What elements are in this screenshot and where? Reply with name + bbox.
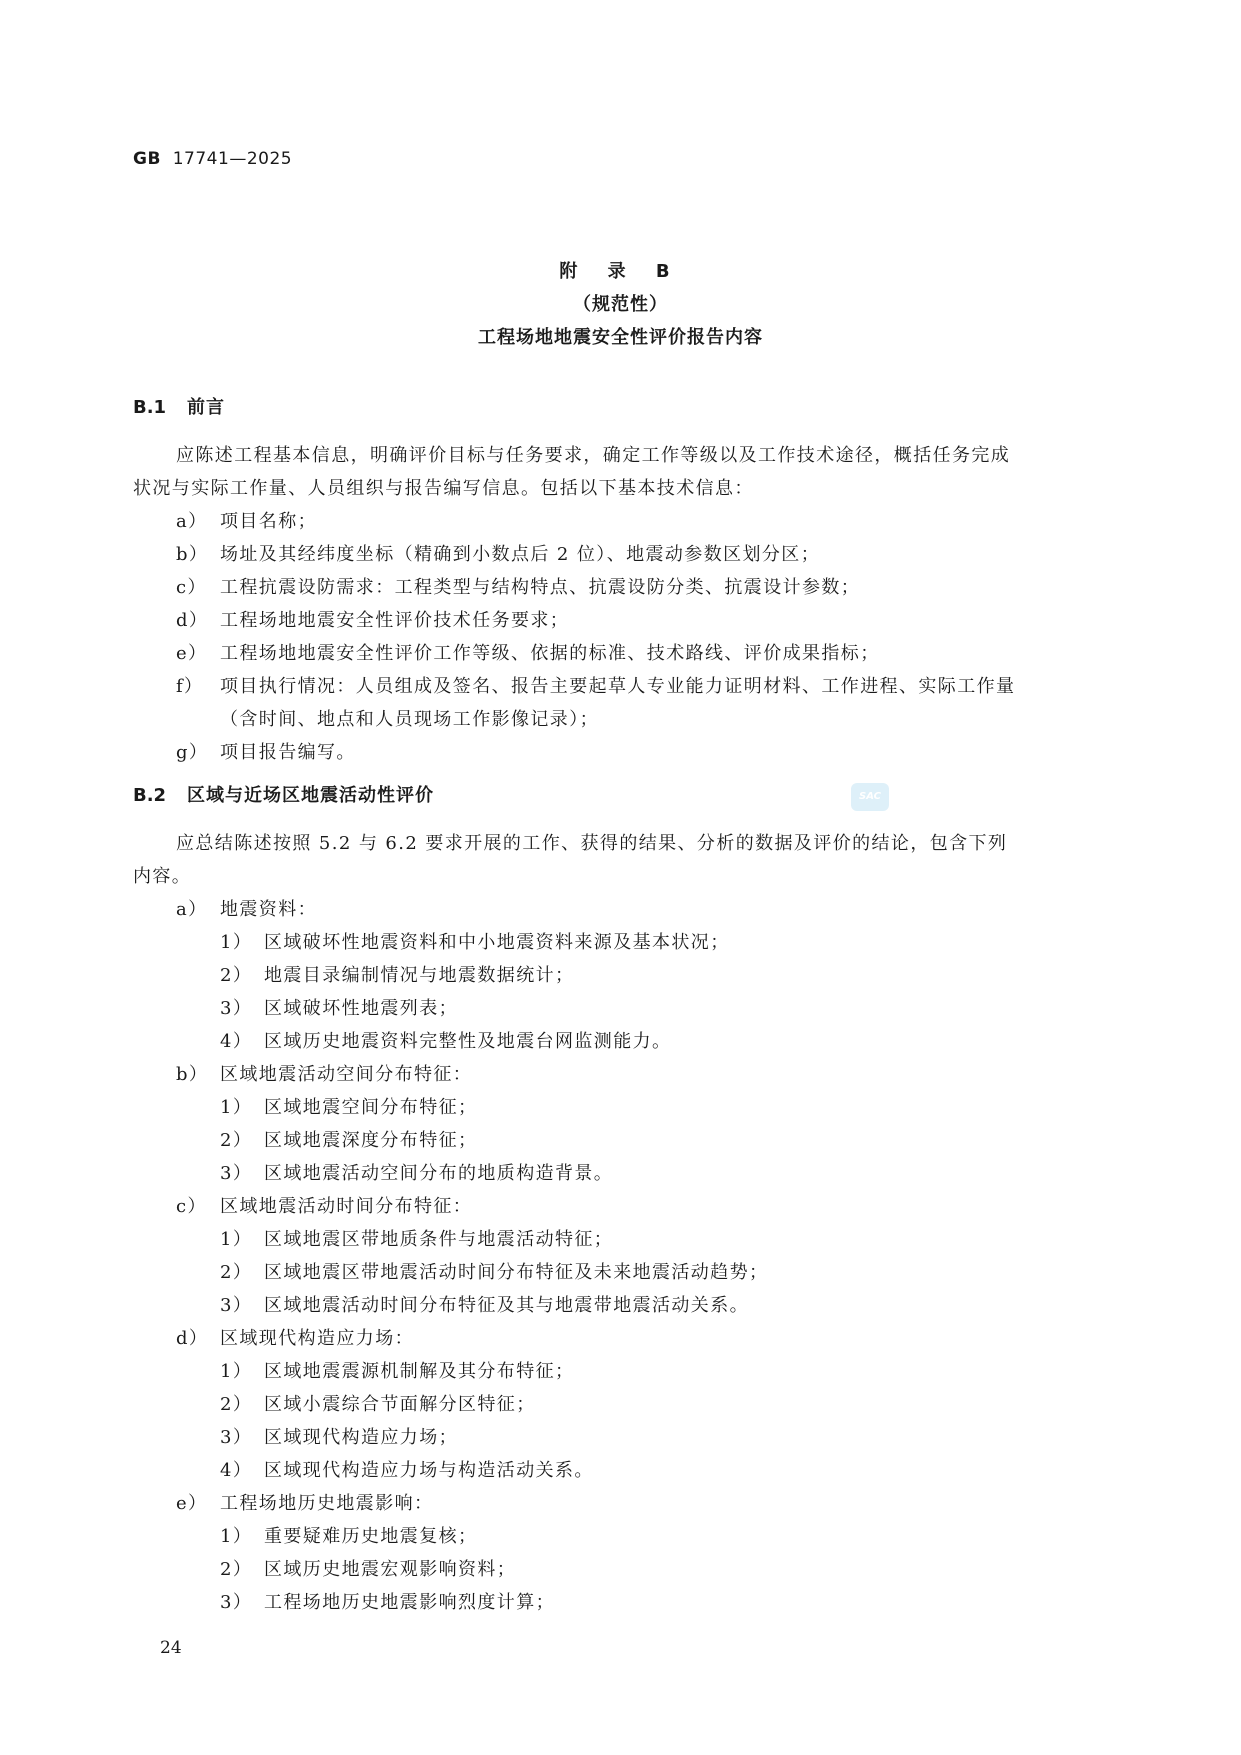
sub-list-item	[220, 1423, 458, 1449]
sub-list-text: 区域破坏性地震列表；	[264, 998, 458, 1019]
sub-list-label: 3）	[220, 1427, 253, 1448]
sub-list-item	[220, 1291, 749, 1317]
list-text: 工程场地地震安全性评价技术任务要求；	[220, 610, 570, 631]
section-number: B.1	[133, 397, 167, 418]
list-text: 区域地震活动空间分布特征：	[220, 1064, 473, 1085]
list-label: d）	[176, 610, 209, 631]
list-label: g）	[176, 742, 209, 763]
sub-list-text: 区域地震震源机制解及其分布特征；	[264, 1361, 575, 1382]
list-text: 场址及其经纬度坐标（精确到小数点后 2 位）、地震动参数区划分区；	[220, 544, 821, 565]
sub-list-label: 2）	[220, 1394, 253, 1415]
sac-watermark: SAC	[851, 783, 889, 811]
list-label: d）	[176, 1328, 209, 1349]
sub-list-label: 3）	[220, 1592, 253, 1613]
sub-list-item	[220, 1357, 575, 1383]
sub-list-text: 区域地震区带地震活动时间分布特征及未来地震活动趋势；	[264, 1262, 769, 1283]
paragraph-line: 应陈述工程基本信息，明确评价目标与任务要求，确定工作等级以及工作技术途径，概括任务完成	[176, 445, 1011, 466]
sub-list-item	[220, 1390, 536, 1416]
sub-list-text: 区域破坏性地震资料和中小地震资料来源及基本状况；	[264, 932, 730, 953]
list-label: a）	[176, 899, 208, 920]
section-heading-b1	[133, 393, 225, 419]
sub-list-item	[220, 1258, 769, 1284]
sub-list-text: 区域现代构造应力场与构造活动关系。	[264, 1460, 594, 1481]
sub-list-label: 2）	[220, 1130, 253, 1151]
appendix-title: 附 录 B	[559, 261, 682, 282]
sub-list-text: 区域历史地震资料完整性及地震台网监测能力。	[264, 1031, 672, 1052]
list-text: 工程抗震设防需求：工程类型与结构特点、抗震设防分类、抗震设计参数；	[220, 577, 861, 598]
list-text: 地震资料：	[220, 899, 317, 920]
list-label: a）	[176, 511, 208, 532]
sub-list-text: 区域地震空间分布特征；	[264, 1097, 478, 1118]
list-text: 区域现代构造应力场：	[220, 1328, 414, 1349]
sub-list-label: 3）	[220, 998, 253, 1019]
list-item-continuation: （含时间、地点和人员现场工作影像记录）；	[220, 709, 599, 730]
sub-list-text: 区域历史地震宏观影响资料；	[264, 1559, 517, 1580]
sub-list-text: 重要疑难历史地震复核；	[264, 1526, 478, 1547]
standard-prefix: GB	[133, 149, 161, 169]
section-title: 前言	[187, 397, 225, 418]
list-label: b）	[176, 544, 209, 565]
appendix-name: 工程场地地震安全性评价报告内容	[478, 327, 763, 348]
sub-list-item	[220, 1093, 478, 1119]
sub-list-item	[220, 1126, 478, 1152]
sub-list-text: 区域现代构造应力场；	[264, 1427, 458, 1448]
sub-list-item	[220, 1159, 614, 1185]
sub-list-text: 区域地震区带地质条件与地震活动特征；	[264, 1229, 614, 1250]
sub-list-text: 区域地震活动时间分布特征及其与地震带地震活动关系。	[264, 1295, 749, 1316]
sub-list-label: 2）	[220, 1262, 253, 1283]
list-text: 项目报告编写。	[220, 742, 356, 763]
sub-list-item	[220, 1555, 517, 1581]
list-text: 工程场地历史地震影响：	[220, 1493, 434, 1514]
page-number: 24	[160, 1638, 182, 1658]
appendix-nature: （规范性）	[573, 294, 668, 315]
sub-list-label: 3）	[220, 1295, 253, 1316]
section-heading-b2	[133, 781, 434, 807]
sub-list-label: 1）	[220, 1361, 253, 1382]
sub-list-item	[220, 1456, 594, 1482]
paragraph-line: 应总结陈述按照 5.2 与 6.2 要求开展的工作、获得的结果、分析的数据及评价的结论，包含下列	[176, 833, 1008, 854]
sub-list-item	[220, 1522, 478, 1548]
standard-code	[133, 149, 292, 169]
sub-list-label: 1）	[220, 932, 253, 953]
sub-list-label: 3）	[220, 1163, 253, 1184]
sub-list-label: 2）	[220, 965, 253, 986]
sub-list-item	[220, 994, 458, 1020]
list-label: b）	[176, 1064, 209, 1085]
sub-list-item	[220, 1027, 672, 1053]
sub-list-item	[220, 1225, 614, 1251]
list-text: 项目执行情况：人员组成及签名、报告主要起草人专业能力证明材料、工作进程、实际工作量	[220, 676, 1016, 697]
sub-list-item	[220, 928, 730, 954]
sub-list-item	[220, 961, 575, 987]
list-text: 区域地震活动时间分布特征：	[220, 1196, 473, 1217]
sub-list-label: 1）	[220, 1229, 253, 1250]
sub-list-text: 工程场地历史地震影响烈度计算；	[264, 1592, 555, 1613]
list-label: c）	[176, 1196, 207, 1217]
list-label: e）	[176, 643, 208, 664]
section-title: 区域与近场区地震活动性评价	[187, 785, 434, 806]
paragraph-line: 内容。	[133, 866, 192, 887]
paragraph-line: 状况与实际工作量、人员组织与报告编写信息。包括以下基本技术信息：	[133, 478, 754, 499]
sub-list-label: 2）	[220, 1559, 253, 1580]
sub-list-label: 4）	[220, 1031, 253, 1052]
sub-list-label: 1）	[220, 1097, 253, 1118]
list-label: c）	[176, 577, 207, 598]
list-text: 工程场地地震安全性评价工作等级、依据的标准、技术路线、评价成果指标；	[220, 643, 880, 664]
sub-list-text: 区域地震深度分布特征；	[264, 1130, 478, 1151]
section-number: B.2	[133, 785, 167, 806]
sub-list-item	[220, 1588, 555, 1614]
sub-list-label: 4）	[220, 1460, 253, 1481]
sub-list-label: 1）	[220, 1526, 253, 1547]
list-text: 项目名称；	[220, 511, 317, 532]
list-label: f）	[176, 676, 204, 697]
sub-list-text: 地震目录编制情况与地震数据统计；	[264, 965, 575, 986]
standard-number: 17741—2025	[172, 149, 293, 169]
sub-list-text: 区域地震活动空间分布的地质构造背景。	[264, 1163, 614, 1184]
list-label: e）	[176, 1493, 208, 1514]
sub-list-text: 区域小震综合节面解分区特征；	[264, 1394, 536, 1415]
